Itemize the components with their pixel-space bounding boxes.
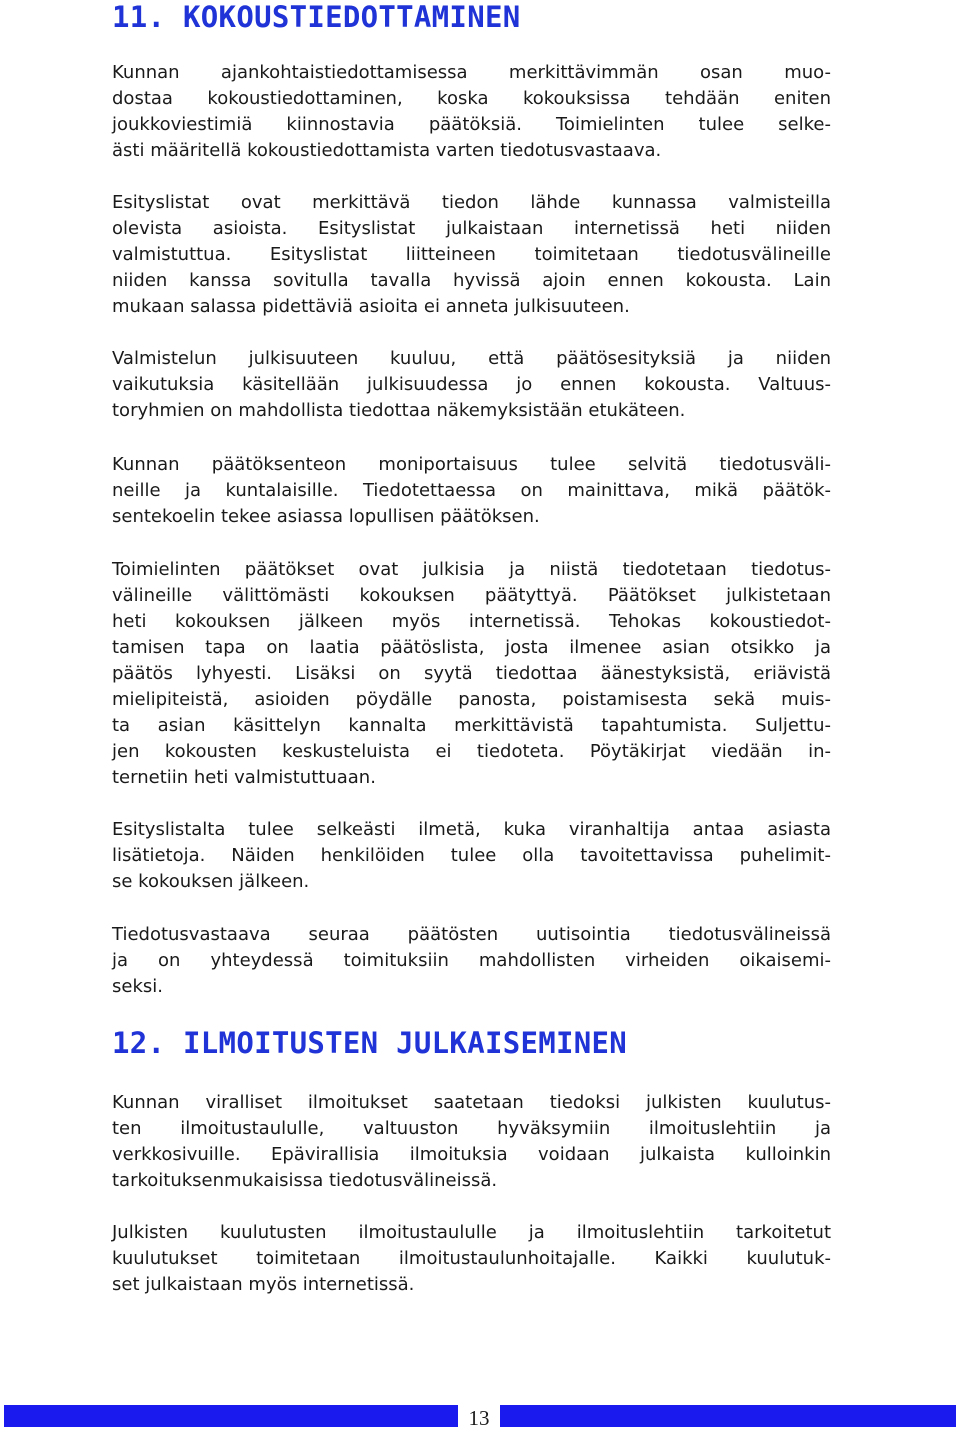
text-line: tarkoituksenmukaisissa tiedotusvälineissä. [112,1170,498,1191]
text-line: ta asian käsittelyn kannalta merkittävistä tapahtumista. Suljettu- [112,715,831,736]
text-line: neille ja kuntalaisille. Tiedotettaessa on mainittava, mikä päätök- [112,480,831,501]
paragraph [112,817,831,895]
paragraph [112,190,831,320]
text-line: kuulutukset toimitetaan ilmoitustaulunhoitajalle. Kaikki kuulutuk- [112,1248,831,1269]
text-line: Julkisten kuulutusten ilmoitustaululle ja ilmoituslehtiin tarkoitetut [112,1222,831,1243]
text-line: olevista asioista. Esityslistat julkaistaan internetissä heti niiden [112,218,831,239]
text-line: päätös lyhyesti. Lisäksi on syytä tiedottaa äänestyksistä, eriävistä [112,663,831,684]
text-line: toryhmien on mahdollista tiedottaa näkemyksistään etukäteen. [112,400,686,421]
text-line: niiden kanssa sovitulla tavalla hyvissä ajoin ennen kokousta. Lain [112,270,831,291]
section-12-heading: 12. ILMOITUSTEN JULKAISEMINEN [112,1026,628,1060]
paragraph [112,1090,831,1194]
text-line: ten ilmoitustaululle, valtuuston hyväksymiin ilmoituslehtiin ja [112,1118,831,1139]
text-line: Esityslistat ovat merkittävä tiedon lähde kunnassa valmisteilla [112,192,831,213]
text-line: se kokouksen jälkeen. [112,871,310,892]
text-line: seksi. [112,976,163,997]
text-line: välineille välittömästi kokouksen päätyttyä. Päätökset julkistetaan [112,585,831,606]
section-11-heading: 11. KOKOUSTIEDOTTAMINEN [112,0,521,34]
text-line: sentekoelin tekee asiassa lopullisen päätöksen. [112,506,540,527]
text-line: ja on yhteydessä toimituksiin mahdollisten virheiden oikaisemi- [112,950,831,971]
text-line: ternetiin heti valmistuttuaan. [112,767,376,788]
text-line: vaikutuksia käsitellään julkisuudessa jo ennen kokousta. Valtuus- [112,374,831,395]
footer-bar-left [4,1405,458,1427]
text-line: jen kokousten keskusteluista ei tiedoteta. Pöytäkirjat viedään in- [112,741,831,762]
text-line: Kunnan päätöksenteon moniportaisuus tulee selvitä tiedotusväli- [112,454,831,475]
text-line: Esityslistalta tulee selkeästi ilmetä, kuka viranhaltija antaa asiasta [112,819,831,840]
text-line: lisätietoja. Näiden henkilöiden tulee olla tavoitettavissa puhelimit- [112,845,831,866]
paragraph [112,60,831,164]
paragraph [112,452,831,530]
text-line: mielipiteistä, asioiden pöydälle panosta, poistamisesta sekä muis- [112,689,831,710]
paragraph [112,1220,831,1298]
text-line: valmistuttua. Esityslistat liitteineen toimitetaan tiedotusvälineille [112,244,831,265]
text-line: Toimielinten päätökset ovat julkisia ja niistä tiedotetaan tiedotus- [112,559,831,580]
text-line: Valmistelun julkisuuteen kuuluu, että päätösesityksiä ja niiden [112,348,831,369]
paragraph [112,557,831,791]
paragraph [112,922,831,1000]
footer-bar-right [500,1405,956,1427]
text-line: mukaan salassa pidettäviä asioita ei anneta julkisuuteen. [112,296,630,317]
text-line: joukkoviestimiä kiinnostavia päätöksiä. Toimielinten tulee selke- [112,114,831,135]
text-line: Tiedotusvastaava seuraa päätösten uutisointia tiedotusvälineissä [112,924,831,945]
paragraph [112,346,831,424]
page-number: 13 [468,1406,490,1430]
text-line: ästi määritellä kokoustiedottamista varten tiedotusvastaava. [112,140,662,161]
text-line: dostaa kokoustiedottaminen, koska kokouksissa tehdään eniten [112,88,831,109]
text-line: set julkaistaan myös internetissä. [112,1274,415,1295]
text-line: heti kokouksen jälkeen myös internetissä. Tehokas kokoustiedot- [112,611,831,632]
text-line: tamisen tapa on laatia päätöslista, josta ilmenee asian otsikko ja [112,637,831,658]
text-line: Kunnan viralliset ilmoitukset saatetaan tiedoksi julkisten kuulutus- [112,1092,831,1113]
text-line: verkkosivuille. Epävirallisia ilmoituksia voidaan julkaista kulloinkin [112,1144,831,1165]
text-line: Kunnan ajankohtaistiedottamisessa merkittävimmän osan muo- [112,62,831,83]
